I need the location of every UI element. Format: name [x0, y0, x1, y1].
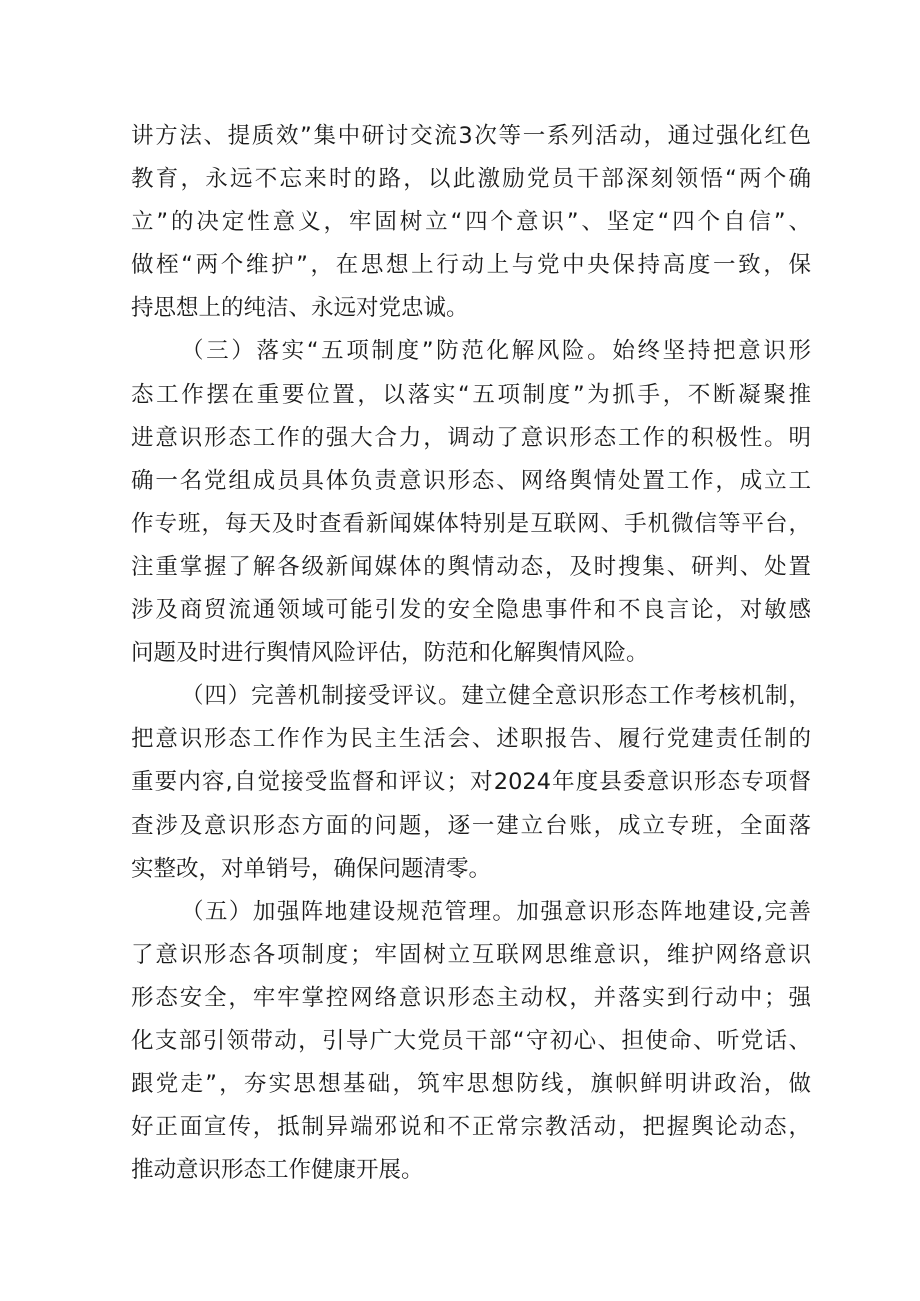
- text-line: 讲方法、提质效”集中研讨交流3次等一系列活动，通过强化红色: [131, 123, 811, 149]
- text-line: 把意识形态工作作为民主生活会、述职报告、履行党建责任制的: [131, 726, 811, 753]
- document-body: [131, 115, 811, 1192]
- text-line: 做桎“两个维护”，在思想上行动上与党中央保持高度一致，保: [131, 252, 811, 279]
- text-line: 确一名党组成员具体负责意识形态、网络舆情处置工作，成立工: [131, 467, 811, 494]
- text-line: 立”的决定性意义，牢固树立“四个意识”、坚定“四个自信”、: [131, 209, 811, 236]
- text-line: 作专班，每天及时查看新闻媒体特别是互联网、手机微信等平台，: [131, 510, 811, 537]
- text-line: 好正面宣传，抵制异端邪说和不正常宗教活动，把握舆论动态，: [131, 1114, 811, 1141]
- section-heading-line: （五）加强阵地建设规范管理。加强意识形态阵地建设,完善: [181, 898, 811, 925]
- text-line: 态工作摆在重要位置，以落实“五项制度”为抓手，不断凝聚推: [131, 381, 811, 408]
- section-heading-line: （四）完善机制接受评议。建立健全意识形态工作考核机制，: [181, 683, 811, 710]
- text-line: 推动意识形态工作健康开展。: [131, 1157, 424, 1184]
- text-line: 问题及时进行舆情风险评估，防范和化解舆情风险。: [131, 640, 649, 667]
- text-line: 化支部引领带动，引导广大党员干部“守初心、担使命、听党话、: [131, 1027, 811, 1054]
- text-line: 涉及商贸流通领域可能引发的安全隐患事件和不良言论，对敏感: [131, 597, 811, 624]
- text-line: 了意识形态各项制度；牢固树立互联网思维意识，维护网络意识: [131, 941, 811, 968]
- section-heading-line: （三）落实“五项制度”防范化解风险。始终坚持把意识形: [181, 338, 811, 365]
- text-line: 形态安全，牢牢掌控网络意识形态主动权，并落实到行动中；强: [131, 984, 811, 1011]
- text-line: 教育，永远不忘来时的路，以此激励党员干部深刻领悟“两个确: [131, 166, 811, 193]
- text-line: 查涉及意识形态方面的问题，逐一建立台账，成立专班，全面落: [131, 812, 811, 839]
- text-line: 注重掌握了解各级新闻媒体的舆情动态，及时搜集、研判、处置: [131, 553, 811, 580]
- text-line: 进意识形态工作的强大合力，调动了意识形态工作的积极性。明: [131, 424, 811, 451]
- text-line: 实整改，对单销号，确保问题清零。: [131, 855, 492, 882]
- text-line: 持思想上的纯洁、永远对党忠诚。: [131, 295, 469, 322]
- text-line: 跟党走”，夯实思想基础，筑牢思想防线，旗帜鲜明讲政治，做: [131, 1071, 811, 1098]
- text-line: 重要内容,自觉接受监督和评议；对2024年度县委意识形态专项督: [131, 769, 811, 796]
